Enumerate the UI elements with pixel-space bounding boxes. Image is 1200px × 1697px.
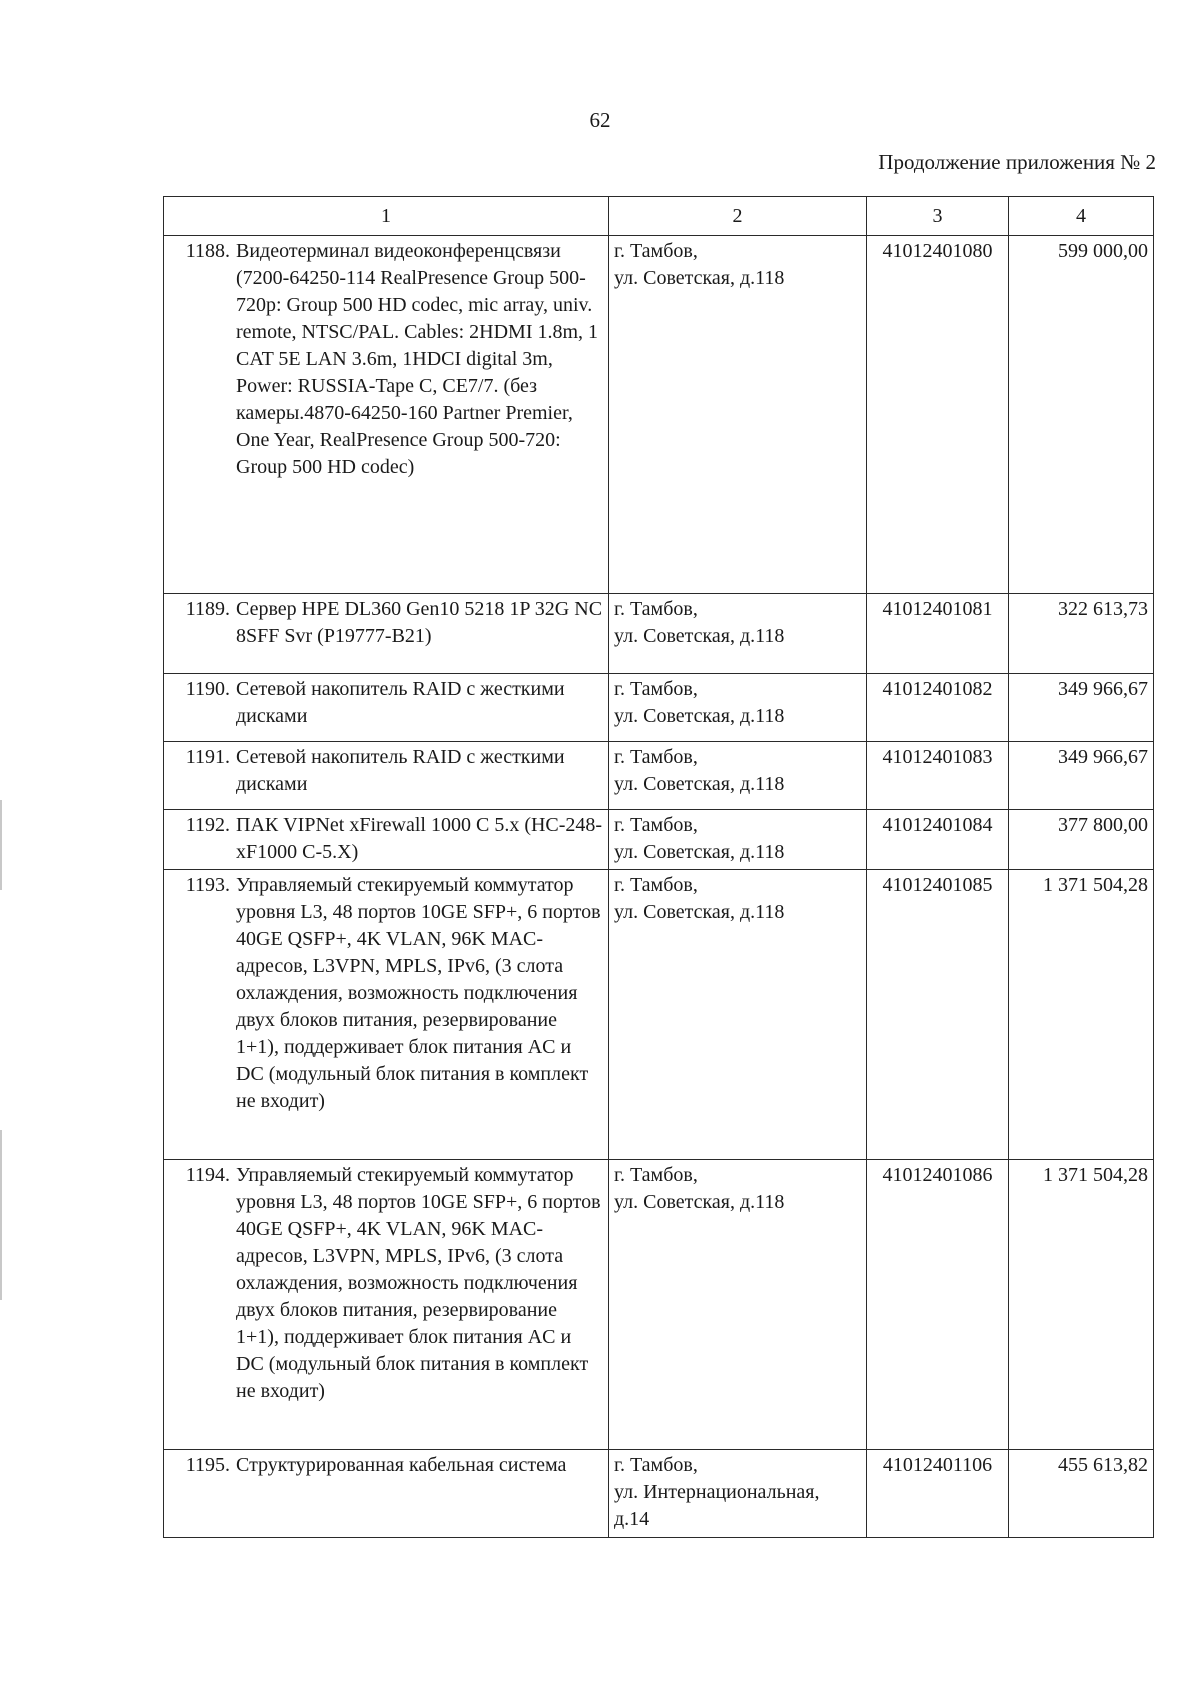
item-amount: 322 613,73 xyxy=(1009,594,1154,674)
table-row xyxy=(164,810,1154,870)
item-amount: 599 000,00 xyxy=(1009,236,1154,594)
item-cell xyxy=(164,870,609,1160)
item-address: г. Тамбов, ул. Советская, д.118 xyxy=(609,870,867,1160)
item-number: 1195. xyxy=(185,1454,230,1476)
column-header: 4 xyxy=(1009,197,1154,236)
item-name: Видеотерминал видеоконференцсвязи (7200-64250-114 RealPresence Group 500-720p: Group 500 HD codec, mic array, univ. remote, NTSC/PAL. Cables: 2HDMI 1.8m, 1 CAT 5E LAN 3.6m, 1HDCI digital 3m, Power: RUSSIA-Tape C, CE7/7. (без камеры.4870-64250-160 Partner Premier, One Year, RealPresence Group 500-720: Group 500 HD codec) xyxy=(236,240,599,478)
item-cell xyxy=(164,1450,609,1538)
item-amount: 377 800,00 xyxy=(1009,810,1154,870)
column-header: 2 xyxy=(609,197,867,236)
item-name: Управляемый стекируемый коммутатор уровня L3, 48 портов 10GE SFP+, 6 портов 40GE QSFP+, 4K VLAN, 96K MAC-адресов, L3VPN, MPLS, IPv6, (3 слота охлаждения, возможность подключения двух блоков питания, резервирование 1+1), поддерживает блок питания AC и DC (модульный блок питания в комплект не входит) xyxy=(236,1164,601,1402)
item-address: г. Тамбов, ул. Советская, д.118 xyxy=(609,674,867,742)
item-number: 1191. xyxy=(185,746,230,768)
table-row xyxy=(164,870,1154,1160)
column-header: 1 xyxy=(164,197,609,236)
inventory-code: 41012401106 xyxy=(867,1450,1009,1538)
table-row xyxy=(164,594,1154,674)
table-row xyxy=(164,236,1154,594)
property-table xyxy=(163,196,1154,1538)
item-address: г. Тамбов, ул. Советская, д.118 xyxy=(609,1160,867,1450)
item-address: г. Тамбов, ул. Советская, д.118 xyxy=(609,810,867,870)
item-address: г. Тамбов, ул. Советская, д.118 xyxy=(609,236,867,594)
item-amount: 455 613,82 xyxy=(1009,1450,1154,1538)
item-number: 1193. xyxy=(185,874,230,896)
scan-edge-mark xyxy=(0,800,2,890)
inventory-code: 41012401083 xyxy=(867,742,1009,810)
item-cell xyxy=(164,742,609,810)
table-row xyxy=(164,674,1154,742)
item-name: Структурированная кабельная система xyxy=(236,1454,567,1476)
inventory-code: 41012401085 xyxy=(867,870,1009,1160)
item-cell xyxy=(164,236,609,594)
item-cell xyxy=(164,674,609,742)
column-header: 3 xyxy=(867,197,1009,236)
table-row xyxy=(164,1160,1154,1450)
item-name: ПАК VIPNet xFirewall 1000 С 5.x (HC-248-xF1000 C-5.X) xyxy=(236,814,603,863)
item-cell xyxy=(164,1160,609,1450)
inventory-code: 41012401080 xyxy=(867,236,1009,594)
item-amount: 349 966,67 xyxy=(1009,674,1154,742)
inventory-code: 41012401084 xyxy=(867,810,1009,870)
item-address: г. Тамбов, ул. Советская, д.118 xyxy=(609,594,867,674)
item-number: 1194. xyxy=(185,1164,230,1186)
inventory-code: 41012401081 xyxy=(867,594,1009,674)
inventory-code: 41012401082 xyxy=(867,674,1009,742)
item-name: Управляемый стекируемый коммутатор уровня L3, 48 портов 10GE SFP+, 6 портов 40GE QSFP+, 4K VLAN, 96K MAC-адресов, L3VPN, MPLS, IPv6, (3 слота охлаждения, возможность подключения двух блоков питания, резервирование 1+1), поддерживает блок питания AC и DC (модульный блок питания в комплект не входит) xyxy=(236,874,601,1112)
inventory-code: 41012401086 xyxy=(867,1160,1009,1450)
item-address: г. Тамбов, ул. Советская, д.118 xyxy=(609,742,867,810)
table-row xyxy=(164,1450,1154,1538)
item-cell xyxy=(164,594,609,674)
item-amount: 349 966,67 xyxy=(1009,742,1154,810)
item-name: Сетевой накопитель RAID с жесткими дисками xyxy=(236,746,565,795)
item-amount: 1 371 504,28 xyxy=(1009,870,1154,1160)
item-amount: 1 371 504,28 xyxy=(1009,1160,1154,1450)
item-address: г. Тамбов, ул. Интернациональная, д.14 xyxy=(609,1450,867,1538)
item-name: Сервер HPE DL360 Gen10 5218 1P 32G NC 8SFF Svr (P19777-B21) xyxy=(236,598,603,647)
table-header-row xyxy=(164,197,1154,236)
appendix-title: Продолжение приложения № 2 xyxy=(878,150,1156,174)
item-cell xyxy=(164,810,609,870)
scan-edge-mark xyxy=(0,1130,2,1300)
page-number: 62 xyxy=(589,108,611,132)
item-number: 1192. xyxy=(185,814,230,836)
table-row xyxy=(164,742,1154,810)
item-number: 1188. xyxy=(185,240,230,262)
item-number: 1190. xyxy=(185,678,230,700)
item-name: Сетевой накопитель RAID с жесткими дисками xyxy=(236,678,565,727)
item-number: 1189. xyxy=(185,598,230,620)
